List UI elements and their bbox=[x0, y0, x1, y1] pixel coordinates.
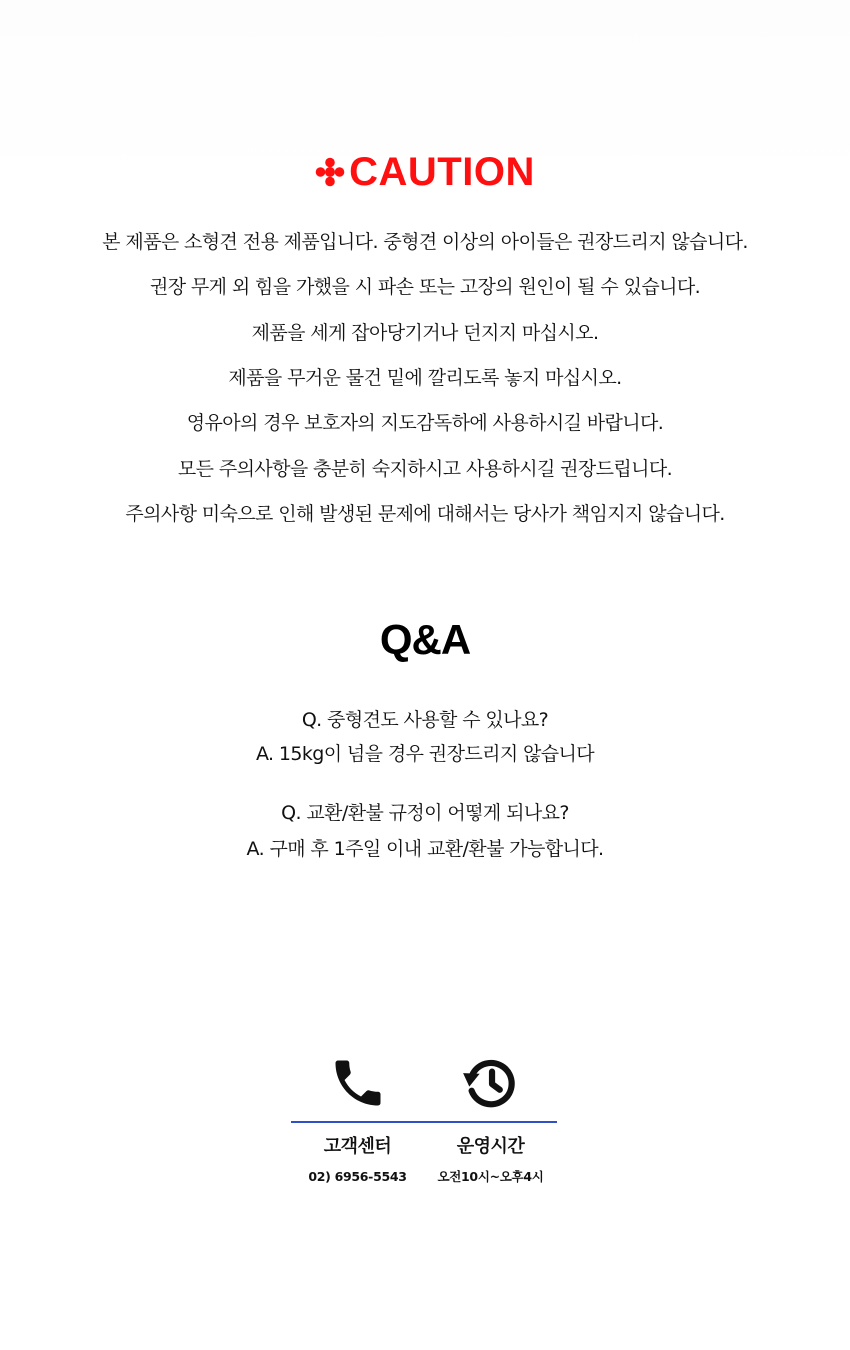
caution-line: 영유아의 경우 보호자의 지도감독하에 사용하시길 바랍니다. bbox=[186, 412, 664, 434]
contact-divider bbox=[291, 1121, 557, 1123]
customer-center-label: 고객센터 bbox=[323, 1136, 392, 1157]
clock-history-icon bbox=[460, 1052, 522, 1114]
qa-question: Q. 교환/환불 규정이 어떻게 되나요? bbox=[281, 802, 569, 824]
caution-line: 모든 주의사항을 충분히 숙지하시고 사용하시길 권장드립니다. bbox=[177, 458, 673, 480]
qa-question: Q. 중형견도 사용할 수 있나요? bbox=[301, 709, 549, 731]
caution-title: CAUTION bbox=[349, 150, 535, 194]
customer-center bbox=[291, 1050, 424, 1116]
hours-value: 오전10시~오후4시 bbox=[437, 1169, 544, 1184]
caution-line: 권장 무게 외 힘을 가했을 시 파손 또는 고장의 원인이 될 수 있습니다. bbox=[149, 276, 701, 298]
caution-line: 주의사항 미숙으로 인해 발생된 문제에 대해서는 당사가 책임지지 않습니다. bbox=[125, 503, 725, 525]
caution-line: 제품을 세게 잡아당기거나 던지지 마십시오. bbox=[251, 322, 599, 344]
qa-answer: A. 15kg이 넘을 경우 권장드리지 않습니다 bbox=[255, 743, 595, 765]
caution-line: 본 제품은 소형견 전용 제품입니다. 중형견 이상의 아이들은 권장드리지 않습니다. bbox=[102, 231, 748, 253]
operating-hours bbox=[424, 1050, 557, 1116]
caution-heading bbox=[0, 148, 850, 196]
qa-heading: Q&A bbox=[379, 616, 471, 663]
caution-line: 제품을 무거운 물건 밑에 깔리도록 놓지 마십시오. bbox=[228, 367, 622, 389]
phone-icon bbox=[328, 1053, 388, 1113]
phone-number: 02) 6956-5543 bbox=[308, 1169, 407, 1184]
qa-answer: A. 구매 후 1주일 이내 교환/환불 가능합니다. bbox=[246, 838, 604, 860]
asterisk-flower-icon bbox=[315, 157, 345, 187]
hours-label: 운영시간 bbox=[456, 1136, 525, 1157]
contact-info bbox=[291, 1050, 557, 1200]
